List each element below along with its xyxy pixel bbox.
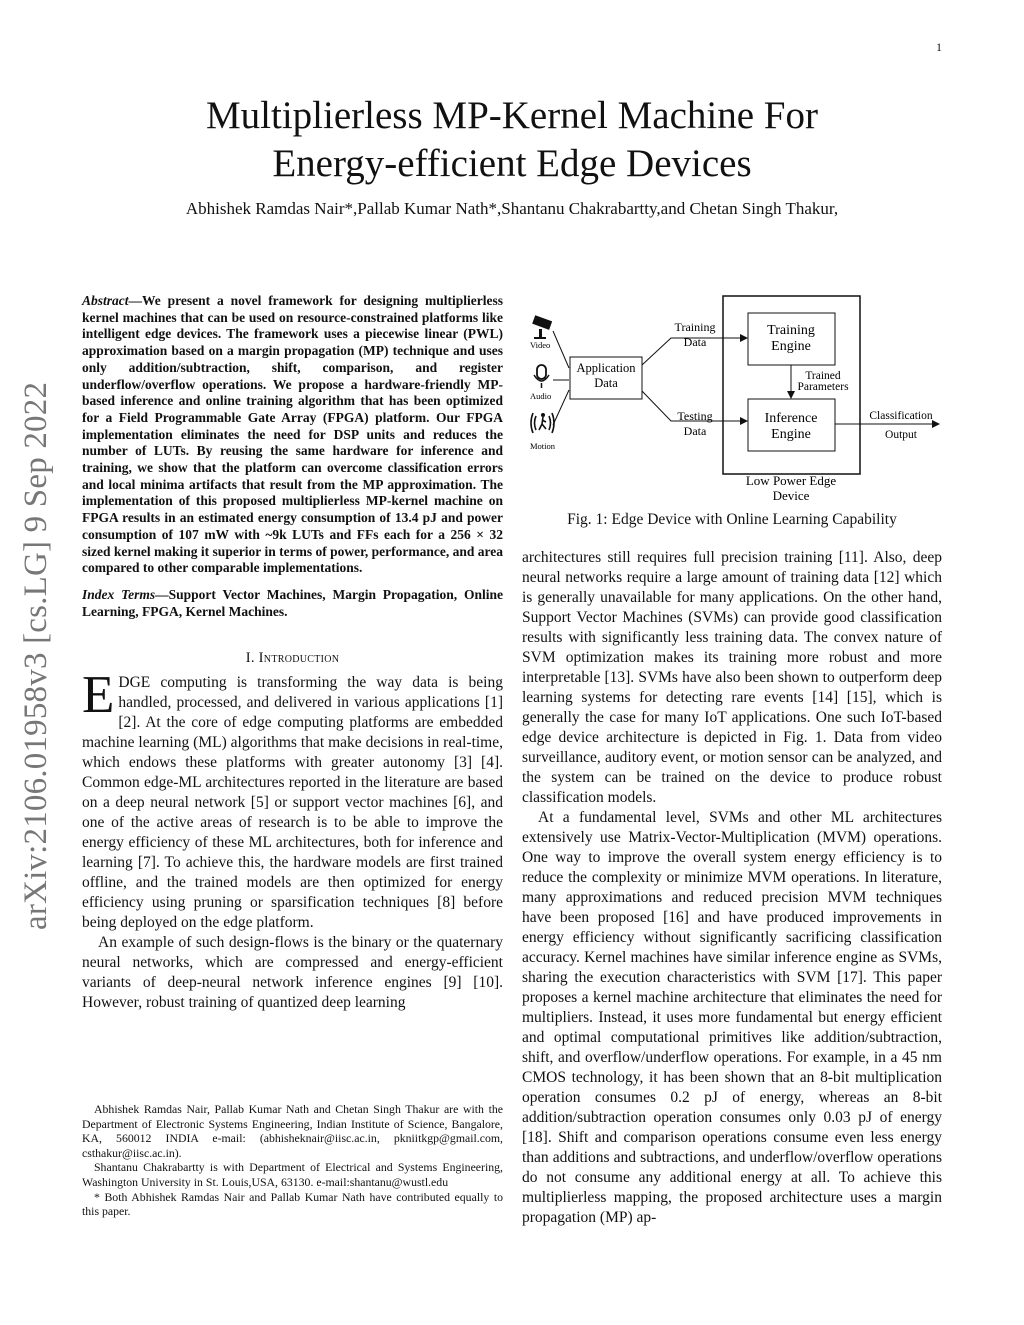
trained-parameters-label-2: Parameters (797, 381, 849, 393)
trained-parameters-label-1: Trained (805, 370, 841, 382)
right-paragraph-2: At a fundamental level, SVMs and other ML architectures extensively use Matrix-Vector-Multiplication (MVM) operations. One way to improve the overall system energy efficiency is to reduce the complexity or minimize MVM operations. In literature, many approximations and reduced precision MVM techniques have been proposed [16] and have produced improvements in energy efficiency without significantly sacrificing classification accuracy. Kernel machines have similar inference engine as SVMs, sharing the execution characteristics with SVM [17]. This paper proposes a kernel machine architecture that eliminates the need for multipliers. Instead, it uses more fundamental but energy efficient and optimal computational primitives like addition/subtraction, shift, and overflow/underflow operations. For example, in a 45 nm CMOS technology, it has been shown that an 8-bit multiplication operation consumes 0.2 pJ of energy, whereas an 8-bit addition/subtraction operation consumes only 0.03 pJ of energy [18]. Shift and comparison operations consume even less energy than additions and subtractions, and underflow/overflow operations do not consume any additional energy at all. To achieve this multiplierless mapping, the proposed architecture uses a margin propagation (MP) ap- (522, 809, 942, 1226)
training-data-label-1: Training (674, 320, 716, 334)
intro-paragraph-1 (82, 666, 503, 933)
footnotes (82, 1102, 503, 1219)
training-engine-label-2: Engine (771, 339, 811, 354)
footnote-equal-contribution: * Both Abhishek Ramdas Nair and Pallab Kumar Nath have contributed equally to this paper. (82, 1189, 503, 1219)
left-column (82, 293, 503, 1013)
testing-data-label-2: Data (683, 424, 707, 438)
figure-caption: Fig. 1: Edge Device with Online Learning Capability (567, 511, 897, 528)
intro-paragraph-2: An example of such design-flows is the binary or the quaternary neural networks, which are compressed and energy-efficient variants of deep-neural network inference engines [9] [10]. However, robust training of quantized deep learning (82, 934, 503, 1012)
inference-engine-label-1: Inference (764, 411, 818, 426)
right-column (522, 548, 942, 1228)
application-data-label-2: Data (594, 376, 618, 390)
abstract-text: —We present a novel framework for designing multiplierless kernel machines that can be used on resource-constrained platforms like intelligent edge devices. The framework uses a piecewise linear (PWL) approximation based on a margin propagation (MP) technique and uses only addition/subtraction, shift, comparison, and register underflow/overflow operations. We propose a hardware-friendly MP-based inference and online training algorithm that has been optimized for a Field Programmable Gate Array (FPGA) platform. Our FPGA implementation eliminates the need for DSP units and reduces the number of LUTs. By reusing the same hardware for inference and training, we show that the platform can overcome classification errors and local minima artifacts that result from the MP approximation. The implementation of this proposed multiplierless MP-kernel machine on FPGA results in an estimated energy consumption of 13.4 pJ and power consumption of 107 mW with ~9k LUTs and FFs each for a 256 × 32 sized kernel making it superior in terms of power, performance, and area compared to other comparable implementations. (82, 293, 503, 576)
abstract-label: Abstract (82, 293, 129, 308)
arxiv-identifier: arXiv:2106.01958v3 [cs.LG] 9 Sep 2022 (18, 381, 54, 930)
edge-device-label-1: Low Power Edge (745, 473, 837, 488)
testing-data-label-1: Testing (677, 409, 713, 423)
audio-label: Audio (530, 391, 552, 401)
video-label: Video (530, 340, 551, 350)
figure-edge-device-diagram (525, 293, 945, 508)
index-terms (82, 587, 503, 620)
edge-device-label-2: Device (772, 488, 810, 503)
right-paragraph-1: architectures still requires full precision training [11]. Also, deep neural networks require a large amount of training data [12] which is generally unavailable for many applications. On the other hand, Support Vector Machines (SVMs) can provide good classification results with significantly less training data. The convex nature of SVM optimization makes its training more robust and more interpretable [13]. SVMs have also been shown to outperform deep learning systems for detecting rare events [14] [15], which is generally the case for many IoT applications. One such IoT-based edge device architecture is depicted in Fig. 1. Data from video surveillance, auditory event, or motion sensor can be analyzed, and the system can be trained on the device to produce robust classification models. (522, 549, 942, 806)
index-terms-label: Index Terms (82, 586, 156, 602)
dropcap-letter: E (82, 666, 115, 725)
section-heading-introduction: I. Introduction (245, 650, 340, 667)
index-terms-text: —Support Vector Machines, Margin Propagation, Online Learning, FPGA, Kernel Machines. (82, 586, 503, 619)
paper-title (0, 92, 1024, 188)
training-engine-label-1: Training (767, 323, 815, 338)
application-data-label-1: Application (576, 361, 636, 375)
classification-output-label-1: Classification (869, 410, 933, 422)
title-line-1: Multiplierless MP-Kernel Machine For (206, 94, 818, 137)
abstract (82, 293, 503, 577)
training-data-label-2: Data (683, 335, 707, 349)
intro-paragraph-1-text: DGE computing is transforming the way data is being handled, processed, and delivered in various applications [1] [2]. At the core of edge computing platforms are embedded machine learning (ML) algorithms that make decisions in real-time, which endows these platforms with greater autonomy [3] [4]. Common edge-ML architectures reported in the literature are based on a deep neural network [5] or support vector machines [6], and one of the active areas of research is to be able to improve the energy efficiency of these ML architectures, both for inference and learning [7]. To achieve this, the hardware models are first trained offline, and the trained models are then optimized for energy efficiency using pruning or sparsification techniques [8] before being deployed on the edge platform. (82, 674, 503, 932)
footnote-affiliation-2: Shantanu Chakrabartty is with Department of Electrical and Systems Engineering, Washington University in St. Louis,USA, 63130. e-mail:shantanu@wustl.edu (82, 1160, 503, 1189)
page-number: 1 (936, 40, 942, 54)
video-camera-icon (532, 315, 552, 339)
author-list: Abhishek Ramdas Nair*,Pallab Kumar Nath*,Shantanu Chakrabartty,and Chetan Singh Thakur, (185, 199, 839, 218)
microphone-icon (534, 365, 549, 388)
classification-output-label-2: Output (885, 429, 917, 441)
title-line-2: Energy-efficient Edge Devices (272, 142, 752, 185)
motion-label: Motion (530, 441, 556, 451)
inference-engine-label-2: Engine (771, 427, 811, 442)
motion-sensor-icon (531, 413, 554, 433)
footnote-affiliation-1: Abhishek Ramdas Nair, Pallab Kumar Nath and Chetan Singh Thakur are with the Department of Electronic Systems Engineering, Indian Institute of Science, Bangalore, KA, 560012 INDIA e-mail: (abhisheknair@iisc.ac.in, pkniitkgp@gmail.com, csthakur@iisc.ac.in). (82, 1102, 503, 1160)
